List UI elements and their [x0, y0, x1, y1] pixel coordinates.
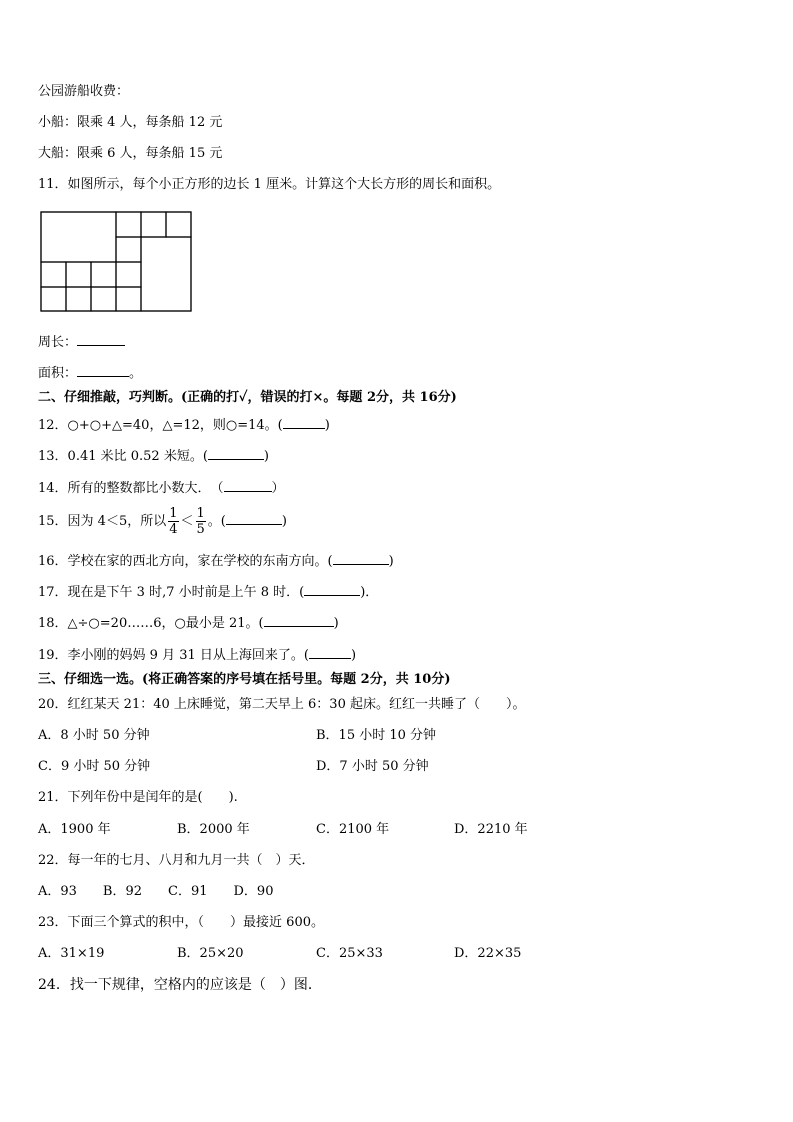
fee-title: 公园游船收费： — [38, 84, 130, 99]
question-14 — [38, 479, 285, 497]
question-11: 11．如图所示，每个小正方形的边长 1 厘米。计算这个大长方形的周长和面积。 — [38, 177, 501, 192]
area-label: 面积： — [38, 366, 78, 381]
less-than-sign: ＜ — [180, 514, 194, 529]
section-2-heading: 二、仔细推敲，巧判断。(正确的打✓，错误的打×。每题 2分，共 16分) — [38, 390, 457, 405]
question-20: 20．红红某天 21：40 上床睡觉，第二天早上 6：30 起床。红红一共睡了（ ）。 — [38, 697, 526, 712]
question-18 — [38, 614, 339, 632]
q23-option-a[interactable]: A．31×19 — [38, 946, 105, 961]
question-16 — [38, 552, 394, 570]
q13-end: ) — [263, 449, 269, 464]
fraction-denominator: 4 — [169, 522, 178, 537]
area-end: 。 — [129, 366, 143, 381]
q21-option-d[interactable]: D．2210 年 — [454, 822, 528, 837]
q21-option-c[interactable]: C．2100 年 — [316, 822, 390, 837]
question-23: 23．下面三个算式的积中，（ ）最接近 600。 — [38, 915, 324, 930]
rectangle-grid-figure — [40, 211, 194, 313]
q17-answer-blank[interactable] — [304, 583, 360, 596]
q14-text: 14．所有的整数都比小数大． （ — [38, 481, 224, 496]
q22-options[interactable]: A．93 B．92 C．91 D．90 — [38, 884, 274, 899]
q12-text: 12．○+○+△=40，△=12，则○=14。( — [38, 418, 283, 433]
question-17 — [38, 583, 378, 601]
question-13 — [38, 447, 269, 465]
q19-text: 19．李小刚的妈妈 9 月 31 日从上海回来了。( — [38, 648, 309, 663]
area-line — [38, 364, 142, 382]
q21-option-a[interactable]: A．1900 年 — [38, 822, 111, 837]
fraction-numerator: 1 — [196, 506, 205, 521]
q15-answer-blank[interactable] — [226, 512, 282, 525]
q17-end: )． — [360, 585, 379, 600]
fraction-denominator: 5 — [196, 522, 205, 537]
q18-end: ) — [333, 616, 339, 631]
q17-text: 17．现在是下午 3 时,7 小时前是上午 8 时．( — [38, 585, 305, 600]
question-19 — [38, 646, 356, 664]
q13-text: 13．0.41 米比 0.52 米短。( — [38, 449, 208, 464]
perimeter-blank[interactable] — [77, 333, 125, 346]
q23-option-c[interactable]: C．25×33 — [316, 946, 383, 961]
q14-end: ） — [271, 481, 285, 496]
q12-end: ) — [324, 418, 330, 433]
q23-option-b[interactable]: B．25×20 — [177, 946, 244, 961]
fraction-one-quarter — [168, 506, 178, 537]
perimeter-label: 周长： — [38, 335, 78, 350]
q15-end: ) — [281, 514, 287, 529]
q16-end: ) — [388, 554, 394, 569]
q21-option-b[interactable]: B．2000 年 — [177, 822, 250, 837]
q13-answer-blank[interactable] — [208, 447, 264, 460]
area-blank[interactable] — [77, 364, 129, 377]
big-boat-fee: 大船：限乘 6 人，每条船 15 元 — [38, 146, 223, 161]
perimeter-line — [38, 333, 125, 351]
question-15 — [38, 506, 287, 538]
q14-answer-blank[interactable] — [224, 479, 272, 492]
fraction-one-fifth — [196, 506, 206, 537]
q20-option-b[interactable]: B．15 小时 10 分钟 — [316, 728, 437, 743]
q18-text: 18．△÷○=20……6，○最小是 21。( — [38, 616, 264, 631]
question-12 — [38, 416, 330, 434]
q20-option-c[interactable]: C．9 小时 50 分钟 — [38, 759, 151, 774]
q19-end: ) — [350, 648, 357, 663]
question-21: 21．下列年份中是闰年的是( ). — [38, 790, 238, 805]
q15-text: 15．因为 4＜5，所以 — [38, 514, 167, 529]
fraction-numerator: 1 — [169, 506, 178, 521]
q16-answer-blank[interactable] — [333, 552, 389, 565]
q15-post: 。( — [207, 514, 226, 529]
small-boat-fee: 小船：限乘 4 人，每条船 12 元 — [38, 115, 223, 130]
question-24: 24．找一下规律，空格内的应该是（ ）图． — [38, 977, 322, 993]
q12-answer-blank[interactable] — [283, 416, 325, 429]
question-22: 22．每一年的七月、八月和九月一共（ ）天． — [38, 853, 315, 868]
q19-answer-blank[interactable] — [309, 646, 351, 659]
q23-option-d[interactable]: D．22×35 — [454, 946, 522, 961]
q18-answer-blank[interactable] — [264, 614, 334, 627]
section-3-heading: 三、仔细选一选。(将正确答案的序号填在括号里。每题 2分，共 10分) — [38, 672, 451, 687]
q16-text: 16．学校在家的西北方向，家在学校的东南方向。( — [38, 554, 333, 569]
q20-option-d[interactable]: D．7 小时 50 分钟 — [316, 759, 429, 774]
q20-option-a[interactable]: A．8 小时 50 分钟 — [38, 728, 150, 743]
